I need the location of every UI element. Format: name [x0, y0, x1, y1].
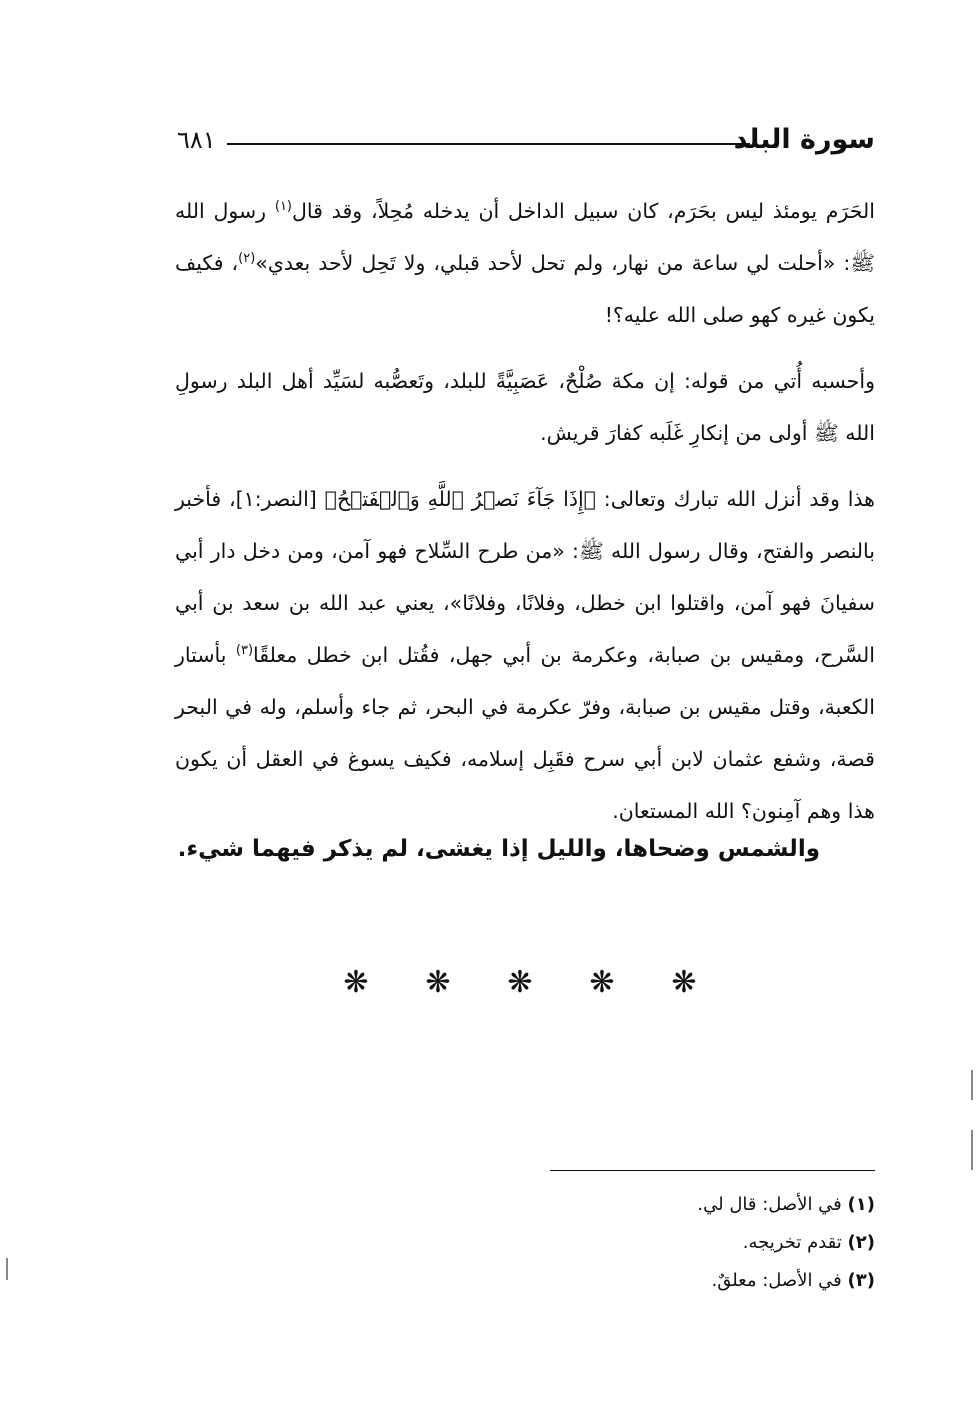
star-ornament-icon: ❋ [671, 965, 697, 1000]
star-ornament-icon: ❋ [343, 965, 369, 1000]
main-text [175, 185, 875, 851]
scan-edge-mark [6, 1258, 8, 1280]
paragraph-2 [175, 355, 875, 459]
footnote-ref: (١) [274, 199, 292, 215]
footnote-number: (٢) [847, 1232, 875, 1253]
surah-title: سورة البلد [733, 124, 875, 155]
footnote-ref: (٣) [235, 643, 254, 659]
paragraph-text: الحَرَم يومئذ ليس بحَرَم، كان سبيل الداخل أن يدخله مُحِلاً، وقد قال [292, 199, 875, 223]
star-separator [340, 965, 700, 1000]
paragraph-3 [175, 473, 875, 837]
footnote-ref: (٢) [238, 251, 256, 267]
paragraph-text: بأستار الكعبة، وقتل مقيس بن صبابة، وفرّ عكرمة في البحر، ثم جاء وأسلم، وله في البحر قصة، وشفع عثمان لابن أبي سرح فقَبِل إسلامه، فكيف يسوغ في العقل أن يكون هذا وهم آمِنون؟ الله المستعان. [175, 643, 875, 823]
paragraph-text: وأحسبه أُتي من قوله: إن مكة صُلْحٌ، عَصَبِيَّةً للبلد، وتَعصُّبه لسَيِّد أهل البلد رسولِ الله ﷺ أولى من إنكارِ غَلَبه كفارَ قريش. [175, 369, 875, 445]
page-header [175, 124, 875, 166]
scan-edge-mark [971, 1070, 973, 1100]
paragraph-text: رسول الله ﷺ: «أحلت لي ساعة من نهار، ولم تحل لأحد قبلي، ولا تَحِل لأحد بعدي» [175, 199, 875, 275]
paragraph-text: هذا وقد أنزل الله تبارك وتعالى: ﴿إِذَا جَآءَ نَصۡرُ ٱللَّهِ وَٱلۡفَتۡحُ﴾ [النصر:١]، فأخبر بالنصر والفتح، وقال رسول الله ﷺ: «من طرح السِّلاح فهو آمن، ومن دخل دار أبي سفيانَ فهو آمن، واقتلوا ابن خطل، وفلانًا، وفلانًا»، يعني عبد الله بن سعد بن أبي السَّرح، ومقيس بن صبابة، وعكرمة بن أبي جهل، فقُتل ابن خطل معلقًا [175, 487, 876, 667]
footnotes [460, 1186, 875, 1300]
section-heading: والشمس وضحاها، والليل إذا يغشى، لم يذكر فيهما شيء. [177, 836, 820, 862]
footnote-2 [460, 1224, 875, 1262]
paragraph-text: ، فكيف يكون غيره كهو صلى الله عليه؟! [175, 251, 875, 327]
scan-edge-mark [971, 1130, 973, 1170]
star-ornament-icon: ❋ [507, 965, 533, 1000]
footnote-3 [460, 1262, 875, 1300]
header-rule [227, 143, 750, 145]
footnote-text: في الأصل: معلقٌ. [711, 1270, 842, 1291]
page-number: ٦٨١ [177, 126, 216, 154]
footnote-text: تقدم تخريجه. [742, 1232, 842, 1253]
paragraph-1 [175, 185, 875, 341]
footnote-number: (١) [847, 1194, 875, 1215]
footnote-rule [550, 1170, 875, 1171]
star-ornament-icon: ❋ [425, 965, 451, 1000]
footnote-number: (٣) [847, 1270, 875, 1291]
star-ornament-icon: ❋ [589, 965, 615, 1000]
footnote-text: في الأصل: قال لي. [697, 1194, 842, 1215]
footnote-1 [460, 1186, 875, 1224]
